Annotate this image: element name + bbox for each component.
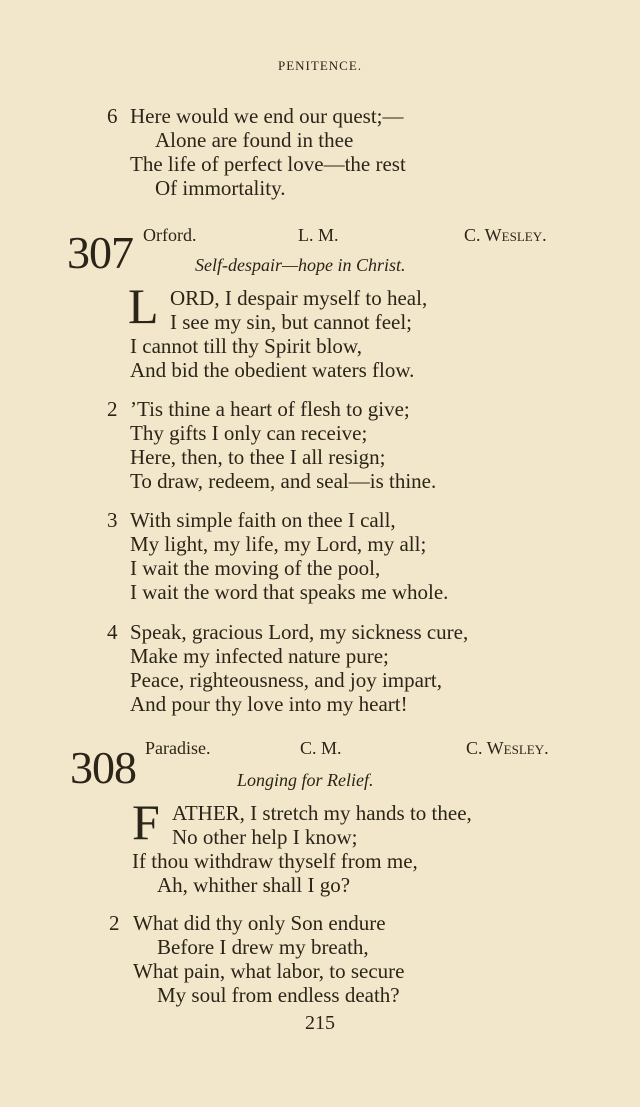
stanza-number: 6: [107, 104, 118, 128]
verse-line: And pour thy love into my heart!: [130, 692, 408, 716]
hymn-number: 308: [70, 742, 136, 793]
verse-line: Alone are found in thee: [155, 128, 354, 152]
stanza-number: 2: [107, 397, 118, 421]
verse-line: Of immortality.: [155, 176, 286, 200]
verse-line: To draw, redeem, and seal—is thine.: [130, 469, 437, 493]
drop-cap: L: [128, 278, 159, 334]
verse-line: Before I drew my breath,: [157, 935, 369, 959]
verse-line: ATHER, I stretch my hands to thee,: [172, 801, 472, 825]
verse-line: Here, then, to thee I all resign;: [130, 445, 386, 469]
verse-line: ’Tis thine a heart of flesh to give;: [130, 397, 410, 421]
verse-line: No other help I know;: [172, 825, 358, 849]
verse-line: Make my infected nature pure;: [130, 644, 389, 668]
stanza-number: 3: [107, 508, 118, 532]
meter: L. M.: [298, 225, 339, 245]
verse-line: What pain, what labor, to secure: [133, 959, 405, 983]
verse-line: The life of perfect love—the rest: [130, 152, 406, 176]
verse-line: My light, my life, my Lord, my all;: [130, 532, 427, 556]
verse-line: Thy gifts I only can receive;: [130, 421, 368, 445]
page-number: 215: [305, 1012, 335, 1034]
author: C. Wesley.: [466, 738, 549, 758]
verse-line: With simple faith on thee I call,: [130, 508, 396, 532]
stanza-number: 4: [107, 620, 118, 644]
verse-line: I see my sin, but cannot feel;: [170, 310, 413, 334]
running-header: PENITENCE.: [277, 58, 363, 73]
author: C. Wesley.: [464, 225, 547, 245]
verse-line: I wait the moving of the pool,: [130, 556, 381, 580]
tune-name: Paradise.: [145, 738, 211, 758]
verse-line: Speak, gracious Lord, my sickness cure,: [130, 620, 469, 644]
drop-cap: F: [132, 794, 160, 850]
verse-line: Here would we end our quest;—: [130, 104, 404, 128]
verse-line: And bid the obedient waters flow.: [130, 358, 415, 382]
verse-line: My soul from endless death?: [157, 983, 400, 1007]
verse-line: I wait the word that speaks me whole.: [130, 580, 449, 604]
hymn-subtitle: Self-despair—hope in Christ.: [195, 255, 406, 275]
verse-line: ORD, I despair myself to heal,: [170, 286, 428, 310]
verse-line: If thou withdraw thyself from me,: [132, 849, 418, 873]
verse-line: What did thy only Son endure: [133, 911, 386, 935]
tune-name: Orford.: [143, 225, 197, 245]
meter: C. M.: [300, 738, 342, 758]
hymn-subtitle: Longing for Relief.: [237, 770, 374, 790]
verse-line: Ah, whither shall I go?: [157, 873, 351, 897]
verse-line: Peace, righteousness, and joy impart,: [130, 668, 443, 692]
verse-line: I cannot till thy Spirit blow,: [130, 334, 362, 358]
stanza-number: 2: [109, 911, 120, 935]
hymn-number: 307: [67, 227, 133, 278]
